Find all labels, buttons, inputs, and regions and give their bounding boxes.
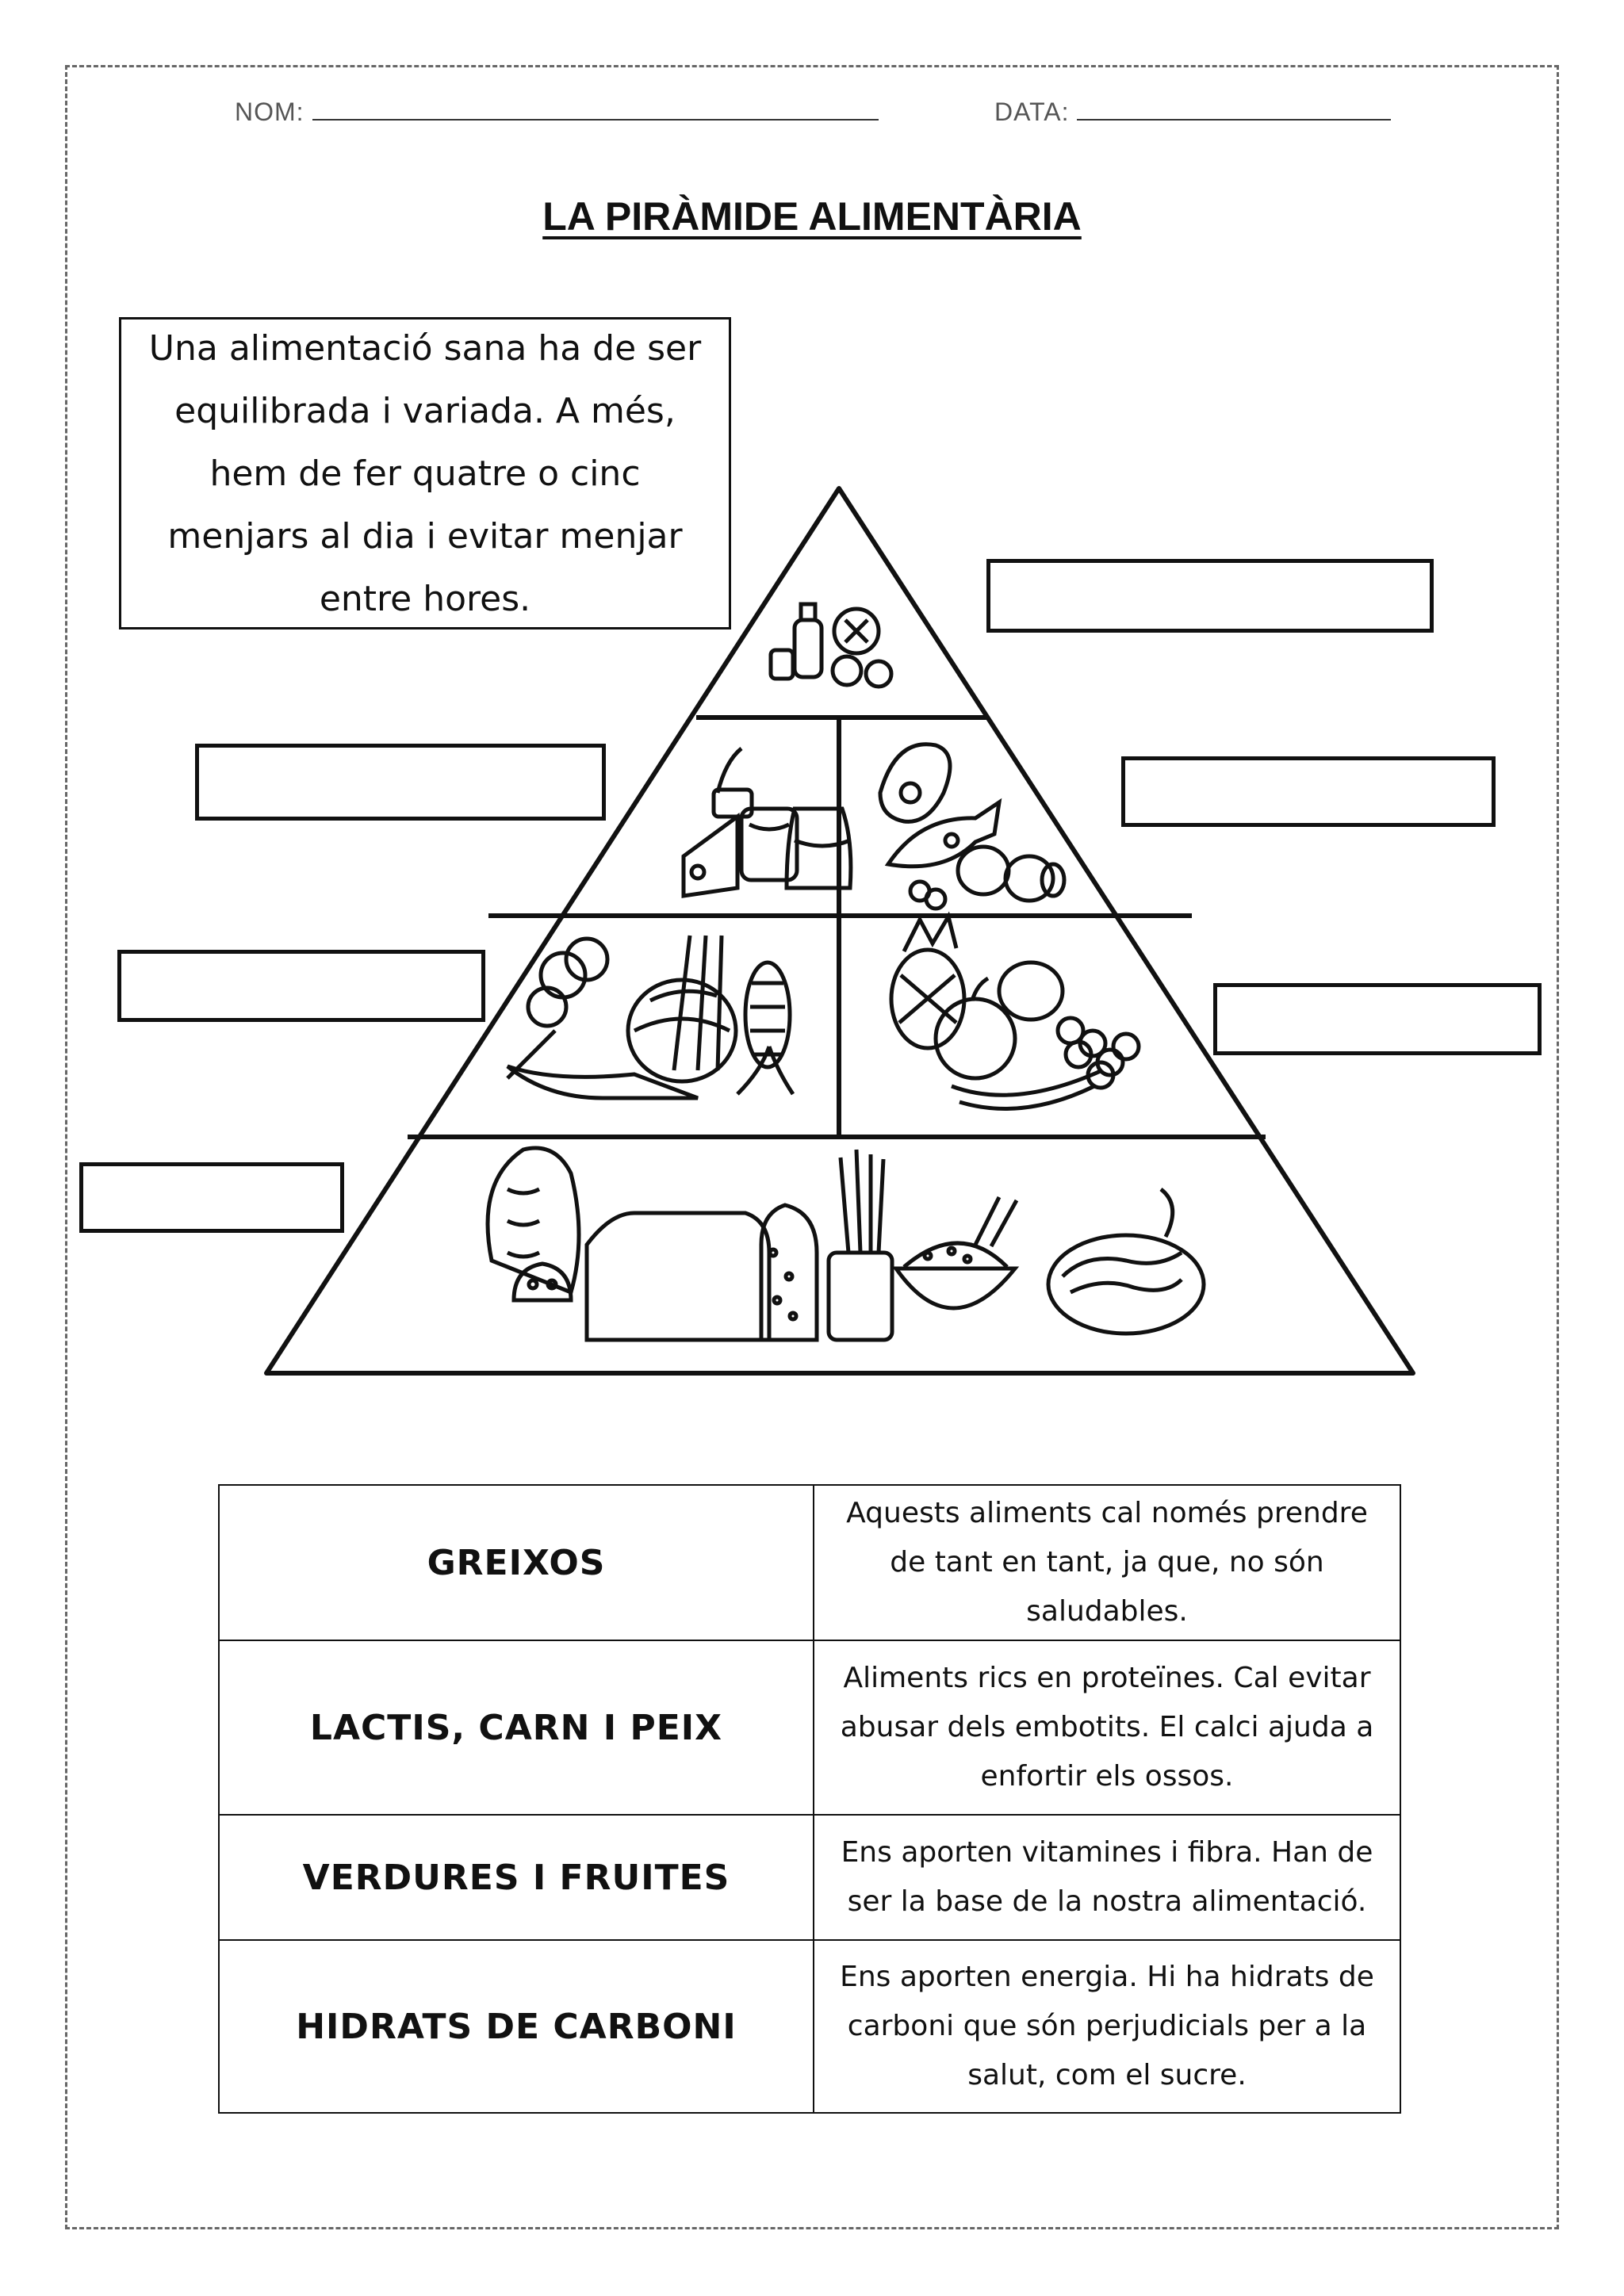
bread-cereals-icon — [488, 1148, 1204, 1340]
table-row — [219, 1640, 1400, 1815]
page-title: LA PIRÀMIDE ALIMENTÀRIA — [542, 194, 1082, 239]
food-groups-table — [218, 1484, 1401, 2114]
table-row — [219, 1485, 1400, 1640]
group-name: LACTIS, CARN I PEIX — [219, 1640, 814, 1815]
group-description: Ens aporten energia. Hi ha hidrats de carboni que són perjudicials per a la salut, com el sucre. — [814, 1940, 1400, 2113]
label-box-dairy[interactable] — [195, 744, 606, 821]
label-box-fats[interactable] — [986, 559, 1434, 633]
fats-sweets-icon — [771, 604, 891, 687]
label-box-fruits[interactable] — [1213, 983, 1542, 1055]
group-description: Aquests aliments cal només prendre de tant en tant, ja que, no són saludables. — [814, 1485, 1400, 1640]
fruits-icon — [891, 916, 1139, 1108]
vegetables-icon — [508, 936, 793, 1098]
group-description: Ens aporten vitamines i fibra. Han de ser la base de la nostra alimentació. — [814, 1815, 1400, 1940]
group-name: GREIXOS — [219, 1485, 814, 1640]
label-box-vegetables[interactable] — [117, 950, 485, 1022]
label-box-meat-fish[interactable] — [1121, 756, 1496, 827]
group-description: Aliments rics en proteïnes. Cal evitar abusar dels embotits. El calci ajuda a enfortir els ossos. — [814, 1640, 1400, 1815]
name-label: NOM: — [235, 98, 304, 126]
meat-fish-icon — [880, 744, 1064, 909]
table-row — [219, 1815, 1400, 1940]
group-name: HIDRATS DE CARBONI — [219, 1940, 814, 2113]
dairy-icon — [684, 748, 851, 896]
date-label: DATA: — [994, 98, 1070, 126]
intro-text: Una alimentació sana ha de ser equilibrada i variada. A més, hem de fer quatre o cinc menjars al dia i evitar menjar entre hores. — [148, 327, 702, 619]
table-row — [219, 1940, 1400, 2113]
group-name: VERDURES I FRUITES — [219, 1815, 814, 1940]
label-box-cereals[interactable] — [79, 1162, 344, 1233]
